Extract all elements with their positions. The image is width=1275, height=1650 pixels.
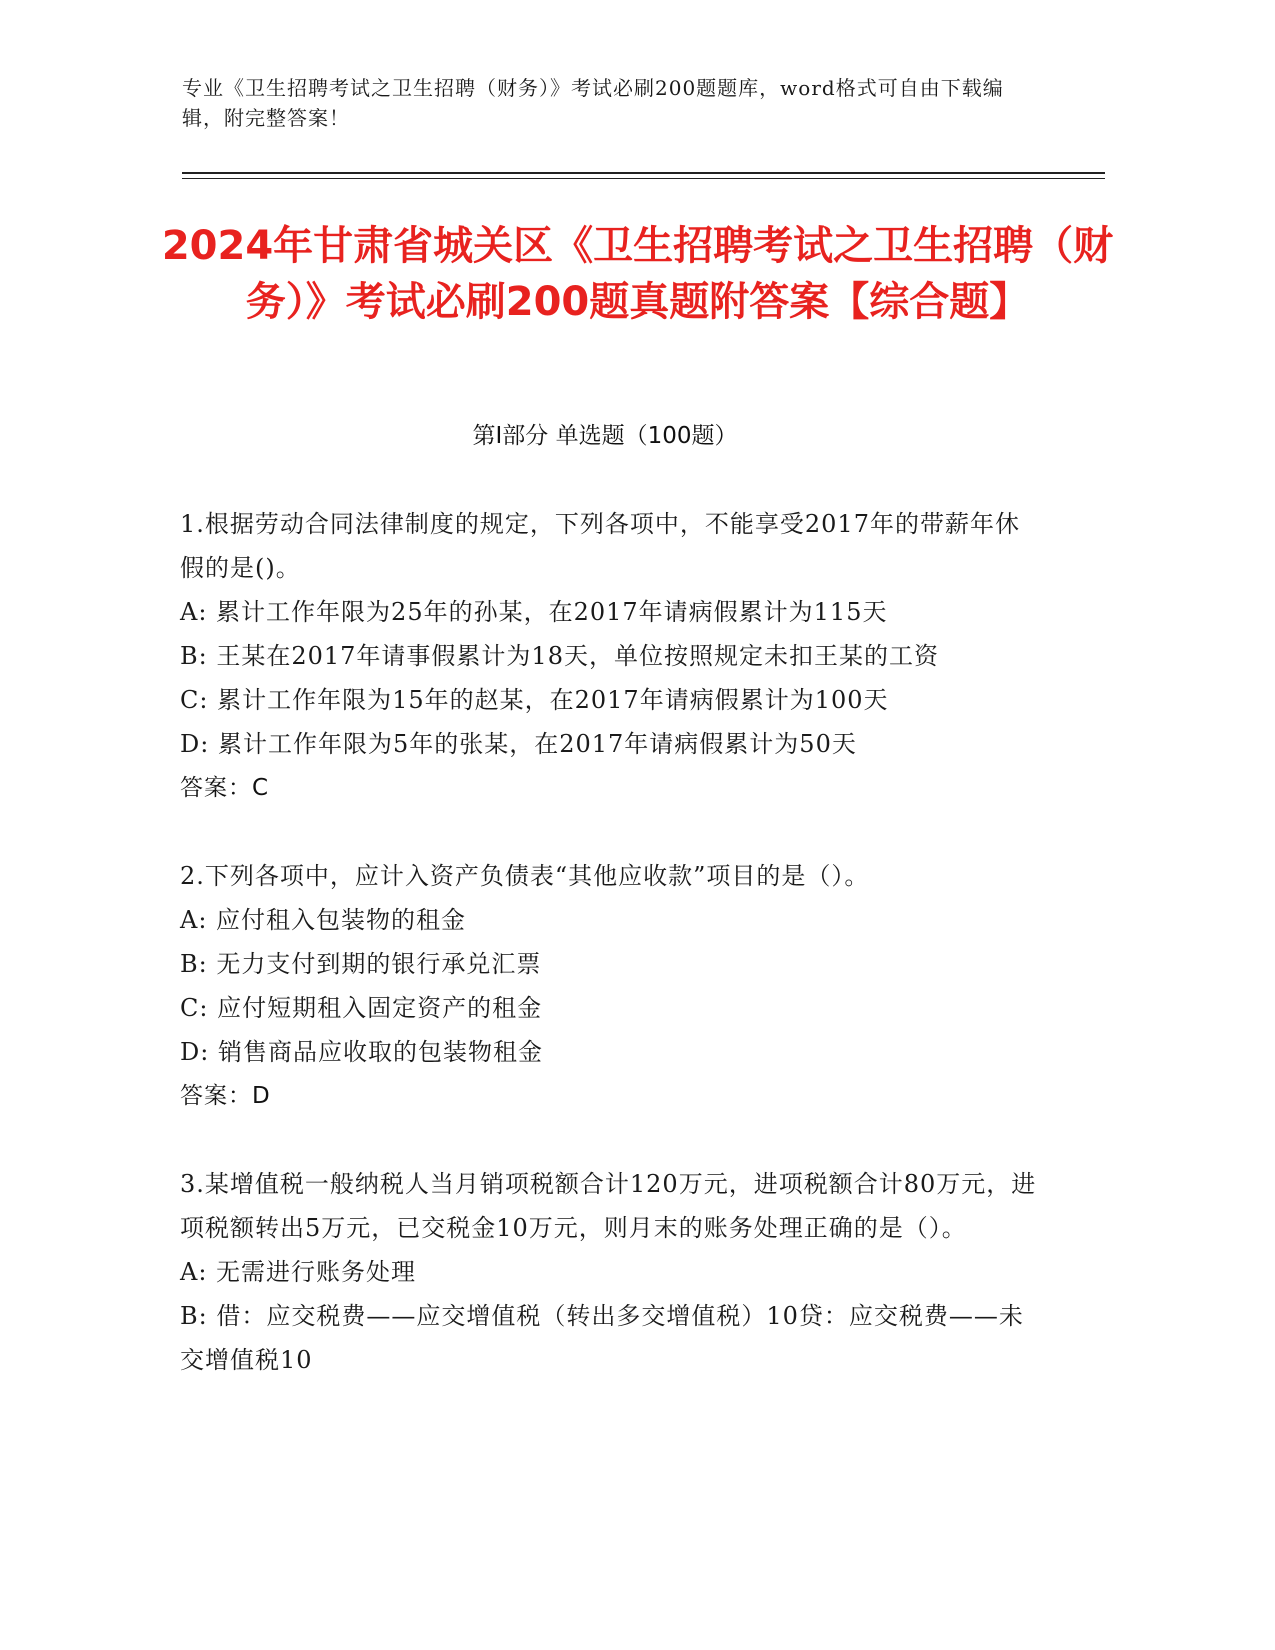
option-b: B: 无力支付到期的银行承兑汇票 — [180, 950, 542, 978]
option-a: A: 无需进行账务处理 — [180, 1258, 417, 1286]
option-d: D: 销售商品应收取的包装物租金 — [180, 1038, 543, 1066]
option-b: B: 王某在2017年请事假累计为18天，单位按照规定未扣王某的工资 — [180, 642, 939, 670]
option-c: C: 累计工作年限为15年的赵某，在2017年请病假累计为100天 — [180, 686, 889, 714]
document-title: 2024年甘肃省城关区《卫生招聘考试之卫生招聘（财务）》考试必刷200题真题附答案【综合题】 — [161, 223, 1114, 325]
question-stem: 2.下列各项中，应计入资产负债表“其他应收款”项目的是（）。 — [180, 862, 870, 890]
section-heading: 第Ⅰ部分 单选题（100题） — [472, 423, 738, 449]
question-3 — [180, 1162, 1040, 1382]
header-divider-thick — [182, 172, 1105, 174]
answer: 答案：D — [180, 1083, 271, 1109]
option-b: B: 借：应交税费——应交增值税（转出多交增值税）10贷：应交税费——未交增值税10 — [180, 1302, 1024, 1374]
question-stem: 3.某增值税一般纳税人当月销项税额合计120万元，进项税额合计80万元，进项税额转出5万元，已交税金10万元，则月末的账务处理正确的是（）。 — [180, 1170, 1037, 1242]
question-stem: 1.根据劳动合同法律制度的规定，下列各项中，不能享受2017年的带薪年休假的是()。 — [180, 510, 1020, 582]
question-1 — [180, 502, 1040, 810]
option-a: A: 累计工作年限为25年的孙某，在2017年请病假累计为115天 — [180, 598, 888, 626]
question-2 — [180, 854, 1040, 1118]
option-d: D: 累计工作年限为5年的张某，在2017年请病假累计为50天 — [180, 730, 857, 758]
answer: 答案：C — [180, 775, 270, 801]
header-note: 专业《卫生招聘考试之卫生招聘（财务）》考试必刷200题题库，word格式可自由下载编辑，附完整答案！ — [182, 76, 1004, 130]
option-a: A: 应付租入包装物的租金 — [180, 906, 467, 934]
header-divider-thin — [182, 178, 1105, 179]
option-c: C: 应付短期租入固定资产的租金 — [180, 994, 543, 1022]
question-list — [180, 502, 1040, 1426]
